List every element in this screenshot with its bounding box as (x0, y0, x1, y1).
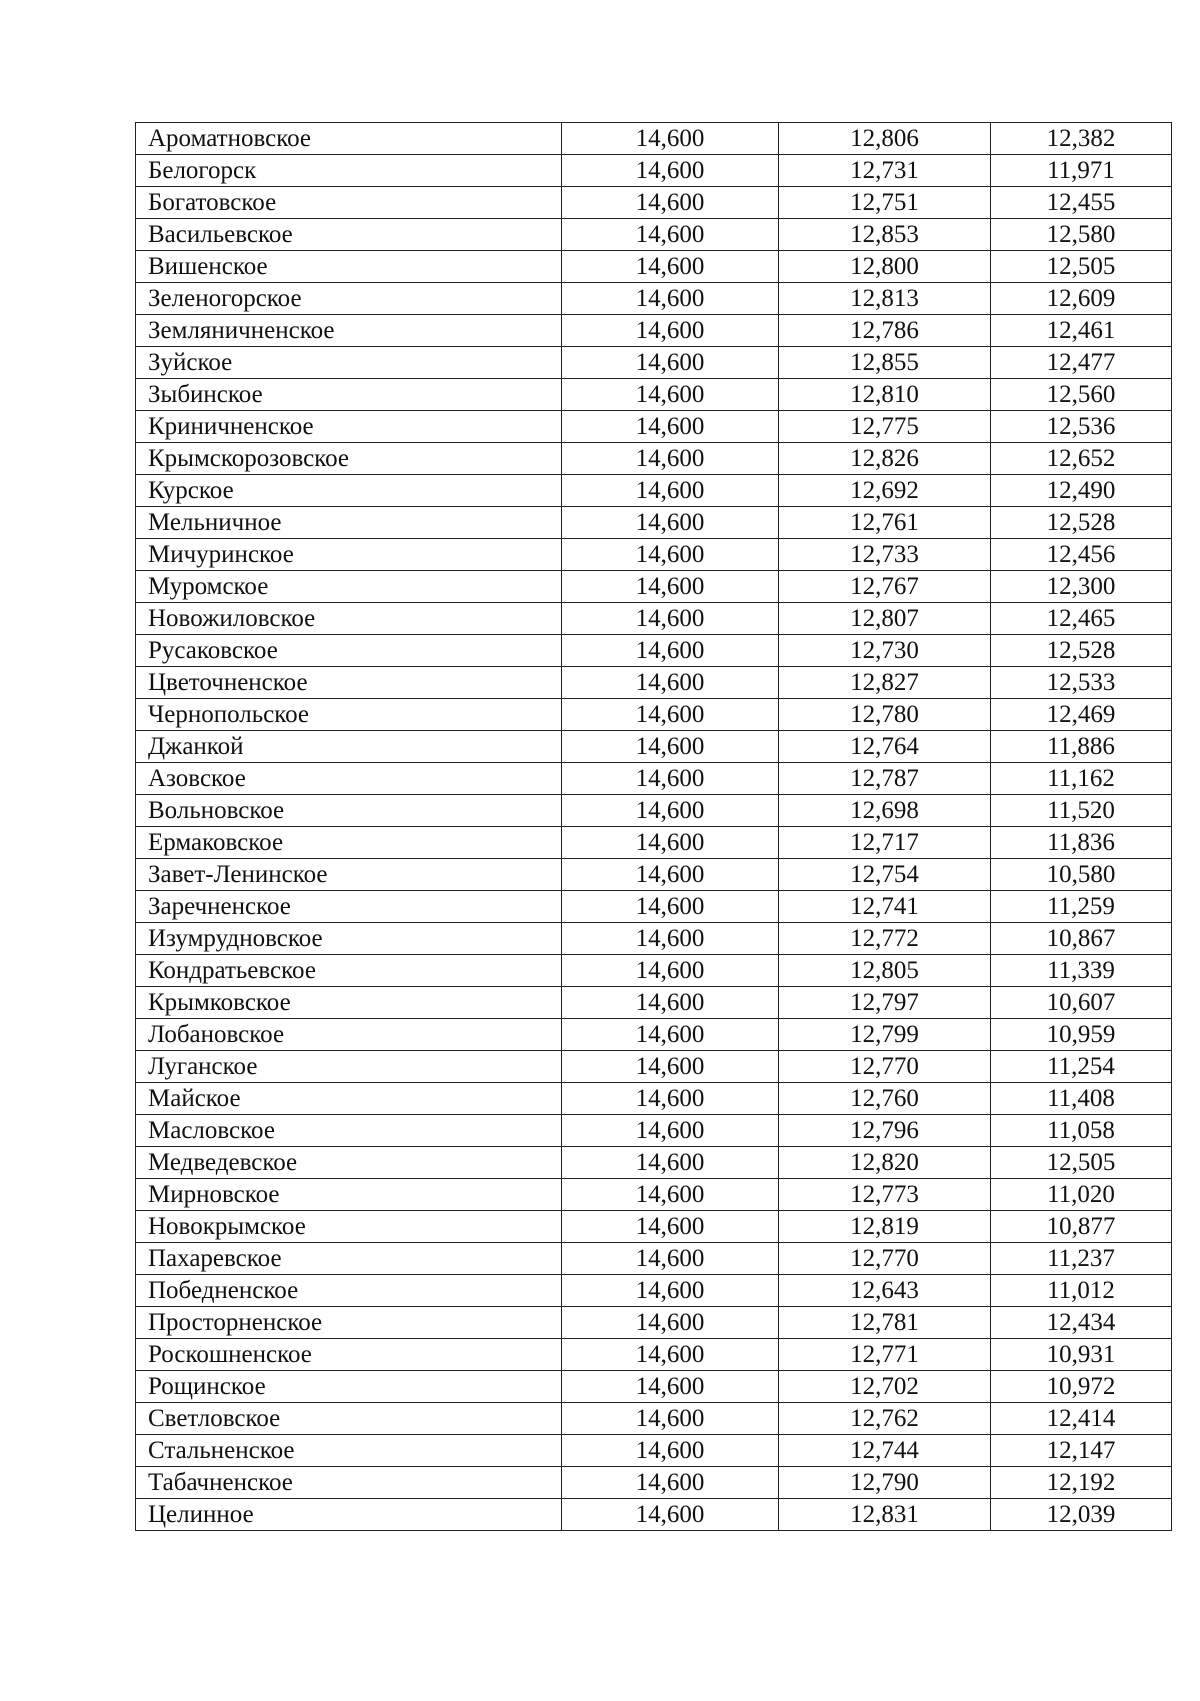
row-value-2-cell: 12,820 (779, 1147, 991, 1179)
row-value-2-cell: 12,790 (779, 1467, 991, 1499)
row-name-cell: Масловское (136, 1115, 562, 1147)
row-name-cell: Крымскорозовское (136, 443, 562, 475)
table-row (136, 443, 1172, 475)
row-value-1-cell: 14,600 (562, 379, 779, 411)
row-name-cell: Пахаревское (136, 1243, 562, 1275)
row-value-2-cell: 12,731 (779, 155, 991, 187)
row-value-3-cell: 12,652 (991, 443, 1172, 475)
row-value-2-cell: 12,760 (779, 1083, 991, 1115)
row-name-cell: Лобановское (136, 1019, 562, 1051)
row-name-cell: Завет-Ленинское (136, 859, 562, 891)
row-value-3-cell: 11,162 (991, 763, 1172, 795)
row-value-1-cell: 14,600 (562, 1179, 779, 1211)
row-value-2-cell: 12,754 (779, 859, 991, 891)
row-value-2-cell: 12,733 (779, 539, 991, 571)
row-value-2-cell: 12,770 (779, 1051, 991, 1083)
table-row (136, 859, 1172, 891)
row-value-1-cell: 14,600 (562, 795, 779, 827)
row-name-cell: Табачненское (136, 1467, 562, 1499)
table-row (136, 379, 1172, 411)
row-value-3-cell: 11,408 (991, 1083, 1172, 1115)
row-name-cell: Зеленогорское (136, 283, 562, 315)
row-value-2-cell: 12,767 (779, 571, 991, 603)
table-row (136, 347, 1172, 379)
row-value-3-cell: 12,533 (991, 667, 1172, 699)
row-value-1-cell: 14,600 (562, 347, 779, 379)
row-value-1-cell: 14,600 (562, 603, 779, 635)
row-name-cell: Луганское (136, 1051, 562, 1083)
row-name-cell: Новожиловское (136, 603, 562, 635)
row-value-1-cell: 14,600 (562, 1051, 779, 1083)
row-value-2-cell: 12,764 (779, 731, 991, 763)
row-name-cell: Богатовское (136, 187, 562, 219)
row-value-1-cell: 14,600 (562, 1147, 779, 1179)
row-value-1-cell: 14,600 (562, 1499, 779, 1531)
table-row (136, 1403, 1172, 1435)
row-name-cell: Медведевское (136, 1147, 562, 1179)
row-value-2-cell: 12,781 (779, 1307, 991, 1339)
row-value-3-cell: 12,147 (991, 1435, 1172, 1467)
row-value-3-cell: 12,609 (991, 283, 1172, 315)
table-body (136, 123, 1172, 1531)
row-value-2-cell: 12,730 (779, 635, 991, 667)
row-value-1-cell: 14,600 (562, 731, 779, 763)
row-value-2-cell: 12,717 (779, 827, 991, 859)
table-row (136, 891, 1172, 923)
row-value-3-cell: 12,192 (991, 1467, 1172, 1499)
row-value-1-cell: 14,600 (562, 283, 779, 315)
row-value-1-cell: 14,600 (562, 891, 779, 923)
row-value-2-cell: 12,807 (779, 603, 991, 635)
row-value-3-cell: 12,434 (991, 1307, 1172, 1339)
row-name-cell: Рощинское (136, 1371, 562, 1403)
row-value-3-cell: 10,877 (991, 1211, 1172, 1243)
row-name-cell: Светловское (136, 1403, 562, 1435)
row-value-1-cell: 14,600 (562, 1371, 779, 1403)
row-name-cell: Азовское (136, 763, 562, 795)
row-name-cell: Ермаковское (136, 827, 562, 859)
table-row (136, 251, 1172, 283)
row-name-cell: Майское (136, 1083, 562, 1115)
table-row (136, 283, 1172, 315)
row-value-1-cell: 14,600 (562, 1307, 779, 1339)
row-value-2-cell: 12,741 (779, 891, 991, 923)
row-value-1-cell: 14,600 (562, 1467, 779, 1499)
row-value-1-cell: 14,600 (562, 539, 779, 571)
row-value-1-cell: 14,600 (562, 635, 779, 667)
row-value-3-cell: 10,959 (991, 1019, 1172, 1051)
row-value-3-cell: 12,528 (991, 507, 1172, 539)
table-row (136, 1243, 1172, 1275)
row-value-3-cell: 10,607 (991, 987, 1172, 1019)
row-value-3-cell: 11,520 (991, 795, 1172, 827)
row-value-1-cell: 14,600 (562, 1275, 779, 1307)
row-value-3-cell: 12,465 (991, 603, 1172, 635)
row-name-cell: Мельничное (136, 507, 562, 539)
row-value-1-cell: 14,600 (562, 763, 779, 795)
row-value-2-cell: 12,692 (779, 475, 991, 507)
row-value-3-cell: 12,300 (991, 571, 1172, 603)
row-value-2-cell: 12,702 (779, 1371, 991, 1403)
table-row (136, 1371, 1172, 1403)
table-row (136, 731, 1172, 763)
row-name-cell: Победненское (136, 1275, 562, 1307)
table-row (136, 763, 1172, 795)
row-value-2-cell: 12,761 (779, 507, 991, 539)
row-value-3-cell: 12,505 (991, 251, 1172, 283)
row-value-3-cell: 10,580 (991, 859, 1172, 891)
row-value-3-cell: 12,469 (991, 699, 1172, 731)
row-name-cell: Мирновское (136, 1179, 562, 1211)
row-name-cell: Муромское (136, 571, 562, 603)
row-value-1-cell: 14,600 (562, 955, 779, 987)
row-name-cell: Зыбинское (136, 379, 562, 411)
row-value-3-cell: 12,560 (991, 379, 1172, 411)
row-value-3-cell: 12,414 (991, 1403, 1172, 1435)
row-value-3-cell: 10,867 (991, 923, 1172, 955)
row-value-2-cell: 12,770 (779, 1243, 991, 1275)
row-value-1-cell: 14,600 (562, 699, 779, 731)
row-value-1-cell: 14,600 (562, 1435, 779, 1467)
row-value-2-cell: 12,810 (779, 379, 991, 411)
row-value-1-cell: 14,600 (562, 987, 779, 1019)
table-row (136, 667, 1172, 699)
row-name-cell: Чернопольское (136, 699, 562, 731)
row-value-2-cell: 12,780 (779, 699, 991, 731)
row-value-3-cell: 12,528 (991, 635, 1172, 667)
row-value-3-cell: 12,536 (991, 411, 1172, 443)
row-value-1-cell: 14,600 (562, 667, 779, 699)
row-value-2-cell: 12,831 (779, 1499, 991, 1531)
table-row (136, 187, 1172, 219)
row-value-2-cell: 12,826 (779, 443, 991, 475)
row-value-2-cell: 12,827 (779, 667, 991, 699)
row-value-3-cell: 12,477 (991, 347, 1172, 379)
row-value-2-cell: 12,855 (779, 347, 991, 379)
table-row (136, 1083, 1172, 1115)
row-value-2-cell: 12,806 (779, 123, 991, 155)
row-value-3-cell: 11,254 (991, 1051, 1172, 1083)
table-row (136, 411, 1172, 443)
row-value-3-cell: 12,039 (991, 1499, 1172, 1531)
row-value-2-cell: 12,771 (779, 1339, 991, 1371)
row-name-cell: Васильевское (136, 219, 562, 251)
table-row (136, 1275, 1172, 1307)
table-row (136, 1467, 1172, 1499)
table-row (136, 1435, 1172, 1467)
row-name-cell: Крымковское (136, 987, 562, 1019)
row-value-3-cell: 11,237 (991, 1243, 1172, 1275)
row-name-cell: Целинное (136, 1499, 562, 1531)
table-row (136, 507, 1172, 539)
row-value-2-cell: 12,775 (779, 411, 991, 443)
row-value-1-cell: 14,600 (562, 923, 779, 955)
row-name-cell: Изумрудновское (136, 923, 562, 955)
table-row (136, 827, 1172, 859)
row-value-1-cell: 14,600 (562, 1115, 779, 1147)
row-value-1-cell: 14,600 (562, 411, 779, 443)
row-name-cell: Зуйское (136, 347, 562, 379)
row-name-cell: Ароматновское (136, 123, 562, 155)
row-value-3-cell: 11,012 (991, 1275, 1172, 1307)
row-value-3-cell: 11,836 (991, 827, 1172, 859)
row-value-2-cell: 12,698 (779, 795, 991, 827)
row-name-cell: Русаковское (136, 635, 562, 667)
row-name-cell: Просторненское (136, 1307, 562, 1339)
table-row (136, 123, 1172, 155)
table-row (136, 475, 1172, 507)
row-name-cell: Мичуринское (136, 539, 562, 571)
row-name-cell: Цветочненское (136, 667, 562, 699)
table-row (136, 1147, 1172, 1179)
row-name-cell: Вишенское (136, 251, 562, 283)
row-name-cell: Курское (136, 475, 562, 507)
row-value-3-cell: 10,931 (991, 1339, 1172, 1371)
row-value-1-cell: 14,600 (562, 219, 779, 251)
table-row (136, 1179, 1172, 1211)
row-value-2-cell: 12,744 (779, 1435, 991, 1467)
row-value-1-cell: 14,600 (562, 1243, 779, 1275)
row-value-2-cell: 12,773 (779, 1179, 991, 1211)
row-value-3-cell: 11,971 (991, 155, 1172, 187)
row-value-2-cell: 12,796 (779, 1115, 991, 1147)
table-row (136, 1019, 1172, 1051)
table-row (136, 571, 1172, 603)
row-value-1-cell: 14,600 (562, 315, 779, 347)
row-value-1-cell: 14,600 (562, 507, 779, 539)
row-value-1-cell: 14,600 (562, 443, 779, 475)
row-value-2-cell: 12,853 (779, 219, 991, 251)
row-name-cell: Джанкой (136, 731, 562, 763)
table-row (136, 699, 1172, 731)
table-row (136, 923, 1172, 955)
row-value-3-cell: 11,259 (991, 891, 1172, 923)
row-value-1-cell: 14,600 (562, 1211, 779, 1243)
row-value-3-cell: 12,456 (991, 539, 1172, 571)
table-row (136, 795, 1172, 827)
row-value-3-cell: 12,490 (991, 475, 1172, 507)
row-value-2-cell: 12,786 (779, 315, 991, 347)
table-row (136, 1115, 1172, 1147)
row-value-2-cell: 12,819 (779, 1211, 991, 1243)
row-value-3-cell: 12,382 (991, 123, 1172, 155)
row-value-2-cell: 12,797 (779, 987, 991, 1019)
row-value-3-cell: 11,339 (991, 955, 1172, 987)
row-name-cell: Кондратьевское (136, 955, 562, 987)
row-value-1-cell: 14,600 (562, 1083, 779, 1115)
data-table (135, 122, 1172, 1531)
row-value-2-cell: 12,787 (779, 763, 991, 795)
row-value-2-cell: 12,751 (779, 187, 991, 219)
row-value-2-cell: 12,813 (779, 283, 991, 315)
table-row (136, 635, 1172, 667)
row-value-2-cell: 12,643 (779, 1275, 991, 1307)
table-row (136, 1339, 1172, 1371)
row-value-3-cell: 12,505 (991, 1147, 1172, 1179)
row-value-1-cell: 14,600 (562, 251, 779, 283)
row-value-3-cell: 12,580 (991, 219, 1172, 251)
table-row (136, 1499, 1172, 1531)
table-row (136, 1211, 1172, 1243)
row-value-3-cell: 11,020 (991, 1179, 1172, 1211)
row-name-cell: Белогорск (136, 155, 562, 187)
table-row (136, 1051, 1172, 1083)
row-value-3-cell: 11,886 (991, 731, 1172, 763)
row-name-cell: Новокрымское (136, 1211, 562, 1243)
table-row (136, 955, 1172, 987)
row-value-2-cell: 12,762 (779, 1403, 991, 1435)
row-name-cell: Роскошненское (136, 1339, 562, 1371)
row-name-cell: Вольновское (136, 795, 562, 827)
row-value-2-cell: 12,805 (779, 955, 991, 987)
row-value-2-cell: 12,799 (779, 1019, 991, 1051)
table-row (136, 1307, 1172, 1339)
table-row (136, 539, 1172, 571)
row-value-3-cell: 10,972 (991, 1371, 1172, 1403)
row-value-3-cell: 12,461 (991, 315, 1172, 347)
row-value-1-cell: 14,600 (562, 187, 779, 219)
row-value-1-cell: 14,600 (562, 1019, 779, 1051)
table-row (136, 987, 1172, 1019)
row-name-cell: Заречненское (136, 891, 562, 923)
row-value-1-cell: 14,600 (562, 155, 779, 187)
row-value-3-cell: 12,455 (991, 187, 1172, 219)
table-row (136, 219, 1172, 251)
row-name-cell: Земляничненское (136, 315, 562, 347)
row-name-cell: Стальненское (136, 1435, 562, 1467)
table-row (136, 603, 1172, 635)
table-row (136, 315, 1172, 347)
table-row (136, 155, 1172, 187)
row-value-1-cell: 14,600 (562, 1339, 779, 1371)
row-value-1-cell: 14,600 (562, 475, 779, 507)
row-value-2-cell: 12,800 (779, 251, 991, 283)
row-value-1-cell: 14,600 (562, 571, 779, 603)
row-value-1-cell: 14,600 (562, 827, 779, 859)
row-value-3-cell: 11,058 (991, 1115, 1172, 1147)
row-value-1-cell: 14,600 (562, 123, 779, 155)
row-value-1-cell: 14,600 (562, 859, 779, 891)
row-name-cell: Криничненское (136, 411, 562, 443)
row-value-2-cell: 12,772 (779, 923, 991, 955)
row-value-1-cell: 14,600 (562, 1403, 779, 1435)
